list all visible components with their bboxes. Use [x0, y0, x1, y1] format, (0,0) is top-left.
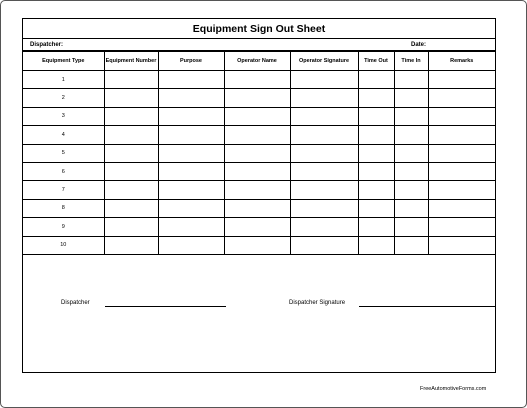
time-out-cell[interactable]	[394, 199, 428, 217]
time-in-cell[interactable]	[428, 144, 495, 162]
operator-name-cell[interactable]	[290, 144, 358, 162]
equipment-number-cell[interactable]	[158, 89, 224, 107]
table-row	[23, 218, 495, 236]
equipment-type-cell[interactable]	[104, 236, 158, 254]
col-purpose: Purpose	[158, 52, 224, 71]
dispatcher-signature-label: Dispatcher Signature	[289, 300, 346, 306]
table-row	[23, 126, 495, 144]
operator-signature-cell[interactable]	[358, 126, 394, 144]
operator-name-cell[interactable]	[290, 89, 358, 107]
row-number: 9	[23, 218, 104, 236]
purpose-cell[interactable]	[224, 199, 290, 217]
operator-signature-cell[interactable]	[358, 107, 394, 125]
operator-signature-cell[interactable]	[358, 162, 394, 180]
time-in-cell[interactable]	[428, 181, 495, 199]
dispatcher-signature-line[interactable]	[359, 306, 495, 307]
operator-name-cell[interactable]	[290, 162, 358, 180]
time-in-cell[interactable]	[428, 218, 495, 236]
operator-name-cell[interactable]	[290, 236, 358, 254]
time-in-cell[interactable]	[428, 199, 495, 217]
equipment-type-cell[interactable]	[104, 89, 158, 107]
time-in-cell[interactable]	[428, 89, 495, 107]
dispatcher-name-line[interactable]	[105, 306, 226, 307]
time-out-cell[interactable]	[394, 107, 428, 125]
equipment-number-cell[interactable]	[158, 181, 224, 199]
table-row	[23, 199, 495, 217]
purpose-cell[interactable]	[224, 181, 290, 199]
time-out-cell[interactable]	[394, 126, 428, 144]
table-row	[23, 236, 495, 254]
equipment-type-cell[interactable]	[104, 181, 158, 199]
purpose-cell[interactable]	[224, 162, 290, 180]
header-row	[23, 52, 495, 71]
time-out-cell[interactable]	[394, 89, 428, 107]
purpose-cell[interactable]	[224, 107, 290, 125]
row-number: 2	[23, 89, 104, 107]
operator-signature-cell[interactable]	[358, 199, 394, 217]
col-remarks: Remarks	[428, 52, 495, 71]
time-in-cell[interactable]	[428, 71, 495, 89]
signature-area	[23, 254, 495, 372]
col-time-in: Time In	[394, 52, 428, 71]
footer-source: FreeAutomotiveForms.com	[420, 386, 487, 392]
col-equipment-number: Equipment Number	[104, 52, 158, 71]
operator-signature-cell[interactable]	[358, 71, 394, 89]
equipment-type-cell[interactable]	[104, 144, 158, 162]
equipment-number-cell[interactable]	[158, 162, 224, 180]
table-row	[23, 144, 495, 162]
row-number: 6	[23, 162, 104, 180]
operator-name-cell[interactable]	[290, 107, 358, 125]
time-out-cell[interactable]	[394, 236, 428, 254]
equipment-number-cell[interactable]	[158, 126, 224, 144]
row-number: 5	[23, 144, 104, 162]
col-operator-signature: Operator Signature	[290, 52, 358, 71]
time-out-cell[interactable]	[394, 144, 428, 162]
table-row	[23, 107, 495, 125]
dispatcher-date-row	[23, 39, 495, 51]
purpose-cell[interactable]	[224, 144, 290, 162]
equipment-type-cell[interactable]	[104, 126, 158, 144]
operator-signature-cell[interactable]	[358, 236, 394, 254]
time-out-cell[interactable]	[394, 71, 428, 89]
time-out-cell[interactable]	[394, 162, 428, 180]
time-out-cell[interactable]	[394, 181, 428, 199]
operator-name-cell[interactable]	[290, 126, 358, 144]
purpose-cell[interactable]	[224, 71, 290, 89]
equipment-number-cell[interactable]	[158, 218, 224, 236]
purpose-cell[interactable]	[224, 89, 290, 107]
operator-signature-cell[interactable]	[358, 144, 394, 162]
equipment-number-cell[interactable]	[158, 71, 224, 89]
table-row	[23, 162, 495, 180]
row-number: 8	[23, 199, 104, 217]
operator-signature-cell[interactable]	[358, 218, 394, 236]
operator-name-cell[interactable]	[290, 218, 358, 236]
equipment-table	[23, 51, 495, 255]
equipment-number-cell[interactable]	[158, 199, 224, 217]
row-number: 7	[23, 181, 104, 199]
row-number: 10	[23, 236, 104, 254]
row-number: 1	[23, 71, 104, 89]
table-row	[23, 71, 495, 89]
equipment-type-cell[interactable]	[104, 107, 158, 125]
table-row	[23, 181, 495, 199]
equipment-number-cell[interactable]	[158, 107, 224, 125]
equipment-type-cell[interactable]	[104, 218, 158, 236]
date-label: Date:	[411, 42, 427, 48]
time-in-cell[interactable]	[428, 236, 495, 254]
col-operator-name: Operator Name	[224, 52, 290, 71]
operator-name-cell[interactable]	[290, 71, 358, 89]
dispatcher-label: Dispatcher:	[30, 42, 64, 48]
equipment-number-cell[interactable]	[158, 144, 224, 162]
col-equipment-type: Equipment Type	[23, 52, 104, 71]
time-out-cell[interactable]	[394, 218, 428, 236]
purpose-cell[interactable]	[224, 218, 290, 236]
time-in-cell[interactable]	[428, 107, 495, 125]
row-number: 3	[23, 107, 104, 125]
row-number: 4	[23, 126, 104, 144]
table-row	[23, 89, 495, 107]
time-in-cell[interactable]	[428, 126, 495, 144]
purpose-cell[interactable]	[224, 236, 290, 254]
equipment-type-cell[interactable]	[104, 162, 158, 180]
operator-signature-cell[interactable]	[358, 89, 394, 107]
equipment-type-cell[interactable]	[104, 71, 158, 89]
purpose-cell[interactable]	[224, 126, 290, 144]
col-time-out: Time Out	[358, 52, 394, 71]
operator-name-cell[interactable]	[290, 181, 358, 199]
equipment-type-cell[interactable]	[104, 199, 158, 217]
sign-out-form	[22, 18, 496, 373]
operator-name-cell[interactable]	[290, 199, 358, 217]
operator-signature-cell[interactable]	[358, 181, 394, 199]
dispatcher-signature-label-left: Dispatcher	[61, 300, 90, 306]
form-title: Equipment Sign Out Sheet	[23, 19, 495, 39]
time-in-cell[interactable]	[428, 162, 495, 180]
equipment-number-cell[interactable]	[158, 236, 224, 254]
